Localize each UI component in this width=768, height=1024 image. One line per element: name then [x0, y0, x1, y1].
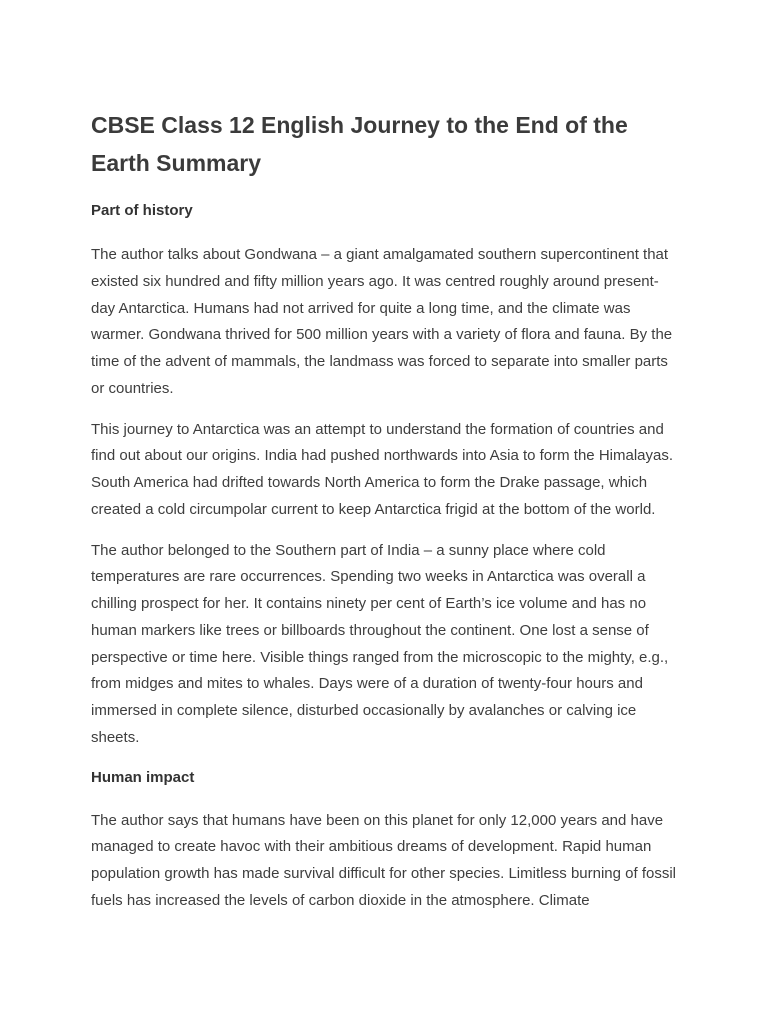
- paragraph-journey: This journey to Antarctica was an attempt to understand the formation of countries and find out about our origins. India had pushed northwards into Asia to form the Himalayas. South America had drifted towards North America to form the Drake passage, which created a cold circumpolar current to keep Antarctica frigid at the bottom of the world.: [91, 420, 674, 518]
- section-heading-human-impact: Human impact: [91, 768, 195, 786]
- page-title: CBSE Class 12 English Journey to the End of the Earth Summary: [91, 112, 628, 176]
- paragraph-gondwana: The author talks about Gondwana – a giant amalgamated southern supercontinent that existed six hundred and fifty million years ago. It was centred roughly around present-day Antarctica. Humans had not arrived for quite a long time, and the climate was warmer. Gondwana thrived for 500 million years with a variety of flora and fauna. By the time of the advent of mammals, the landmass was forced to separate into smaller parts or countries.: [91, 246, 673, 397]
- paragraph-author-antarctica: The author belonged to the Southern part of India – a sunny place where cold temperatures are rare occurrences. Spending two weeks in Antarctica was overall a chilling prospect for her. It contains ninety per cent of Earth’s ice volume and has no human markers like trees or billboards throughout the continent. One lost a sense of perspective or time here. Visible things ranged from the microscopic to the mighty, e.g., from midges and mites to whales. Days were of a duration of twenty-four hours and immersed in complete silence, disturbed occasionally by avalanches or calving ice sheets.: [91, 541, 669, 746]
- section-heading-part-of-history: Part of history: [91, 202, 193, 219]
- paragraph-human-impact: The author says that humans have been on this planet for only 12,000 years and have managed to create havoc with their ambitious dreams of development. Rapid human population growth has made survival difficult for other species. Limitless burning of fossil fuels has increased the levels of carbon dioxide in the atmosphere. Climate: [91, 811, 677, 909]
- article: [91, 106, 681, 915]
